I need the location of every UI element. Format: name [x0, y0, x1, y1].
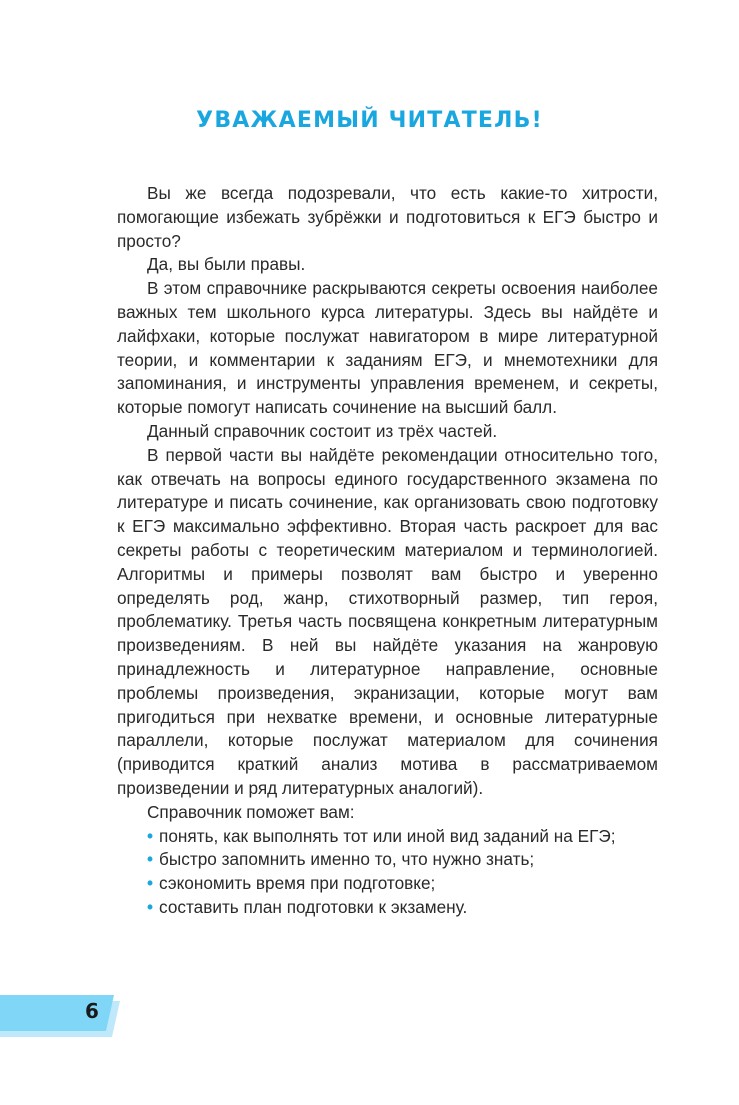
paragraph-help-intro: Справочник поможет вам:	[147, 801, 355, 822]
paragraph-about: В этом справочнике раскрываются секреты освоения наиболее важных тем школьного курса литературы. Здесь вы найдёте и лайфхаки, которые послужат навигатором в мире литературной теории, и комментарии к заданиям ЕГЭ, и мнемотехники для запоминания, и инструменты управления временем, и секреты, которые помогут написать сочинение на высший балл.	[117, 278, 658, 418]
paragraph-intro: Вы же всегда подозревали, что есть какие-то хитрости, помогающие избежать зубрёжки и подготовиться к ЕГЭ быстро и просто?	[117, 183, 658, 251]
paragraph-parts: В первой части вы найдёте рекомендации относительно того, как отвечать на вопросы единого государственного экзамена по литературе и писать сочинение, как организовать свою подготовку к ЕГЭ максимально эффективно. Вторая часть раскроет для вас секреты работы с теоретическим материалом и терминологией. Алгоритмы и примеры позволят вам быстро и уверенно определять род, жанр, стихотворный размер, тип героя, проблематику. Третья часть посвящена конкретным литературным произведениям. В ней вы найдёте указания на жанровую принадлежность и литературное направление, основные проблемы произведения, экранизации, которые могут вам пригодиться при нехватке времени, и основные литературные параллели, которые послужат материалом для сочинения (приводится краткий анализ мотива в рассматриваемом произведении и ряд литературных аналогий).	[117, 444, 658, 798]
bullet-icon: •	[147, 825, 154, 846]
bullet-icon: •	[147, 896, 154, 917]
body-text	[117, 182, 658, 920]
list-item	[147, 896, 658, 920]
list-item	[147, 872, 658, 896]
page-number: 6	[85, 999, 99, 1023]
page-title: УВАЖАЕМЫЙ ЧИТАТЕЛЬ!	[196, 108, 543, 133]
bullet-icon: •	[147, 849, 154, 870]
bullet-icon: •	[147, 873, 154, 894]
help-list	[117, 825, 658, 920]
list-item-text: понять, как выполнять тот или иной вид заданий на ЕГЭ;	[159, 825, 616, 846]
list-item-text: составить план подготовки к экзамену.	[159, 896, 468, 917]
list-item-text: быстро запомнить именно то, что нужно знать;	[159, 849, 535, 870]
paragraph-structure: Данный справочник состоит из трёх частей.	[147, 420, 498, 441]
paragraph-answer: Да, вы были правы.	[147, 254, 306, 275]
list-item-text: сэкономить время при подготовке;	[159, 873, 436, 894]
list-item	[147, 848, 658, 872]
list-item	[147, 825, 658, 849]
